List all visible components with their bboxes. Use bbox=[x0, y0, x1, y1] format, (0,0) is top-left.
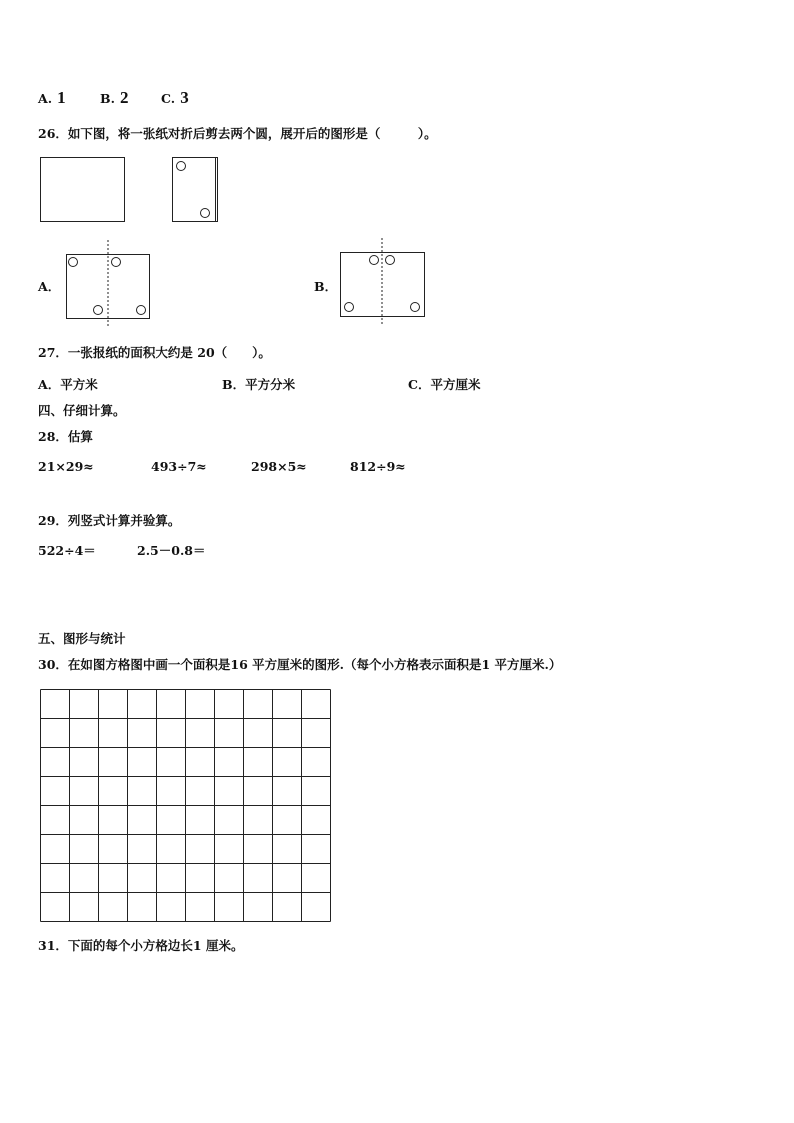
q26-option-b[interactable]: B． bbox=[314, 279, 338, 294]
q27-question: 27．一张报纸的面积大约是 20（ ）。 bbox=[38, 345, 271, 360]
option-letter: B. bbox=[100, 91, 115, 106]
hole-circle bbox=[370, 256, 379, 265]
q28-item: 21×29≈ bbox=[38, 459, 94, 474]
option-letter: A. bbox=[38, 91, 53, 106]
hole-circle bbox=[94, 306, 103, 315]
hole-circle bbox=[411, 303, 420, 312]
hole-circle bbox=[69, 258, 78, 267]
q27-option-a[interactable]: A．平方米 bbox=[38, 377, 98, 392]
section-5-heading: 五、图形与统计 bbox=[38, 631, 126, 646]
hole-circle bbox=[386, 256, 395, 265]
q26-figures bbox=[0, 0, 794, 340]
q28-question: 28．估算 bbox=[38, 429, 93, 444]
square-grid[interactable] bbox=[40, 689, 332, 921]
paper-sheet bbox=[41, 158, 125, 222]
q26-option-a[interactable]: A． bbox=[38, 279, 61, 294]
q27-option-b[interactable]: B．平方分米 bbox=[222, 377, 296, 392]
option-value: 2 bbox=[120, 88, 129, 107]
section-4-heading: 四、仔细计算。 bbox=[38, 403, 126, 418]
q26-question: 26．如下图，将一张纸对折后剪去两个圆，展开后的图形是（ ）。 bbox=[38, 126, 437, 141]
hole-circle bbox=[345, 303, 354, 312]
q28-item: 493÷7≈ bbox=[151, 459, 207, 474]
hole-circle bbox=[112, 258, 121, 267]
q30-question: 30．在如图方格图中画一个面积是16 平方厘米的图形.（每个小方格表示面积是1 平方厘米.） bbox=[38, 657, 562, 672]
q31-question: 31．下面的每个小方格边长1 厘米。 bbox=[38, 938, 244, 953]
hole-circle bbox=[137, 306, 146, 315]
q29-item: 2.5－0.8＝ bbox=[137, 543, 206, 558]
q28-item: 812÷9≈ bbox=[350, 459, 406, 474]
q29-question: 29．列竖式计算并验算。 bbox=[38, 513, 181, 528]
option-value: 3 bbox=[180, 88, 189, 107]
q27-option-c[interactable]: C．平方厘米 bbox=[408, 377, 481, 392]
q28-item: 298×5≈ bbox=[251, 459, 307, 474]
option-value: 1 bbox=[57, 88, 66, 107]
option-letter: C. bbox=[161, 91, 176, 106]
q29-item: 522÷4＝ bbox=[38, 543, 96, 558]
